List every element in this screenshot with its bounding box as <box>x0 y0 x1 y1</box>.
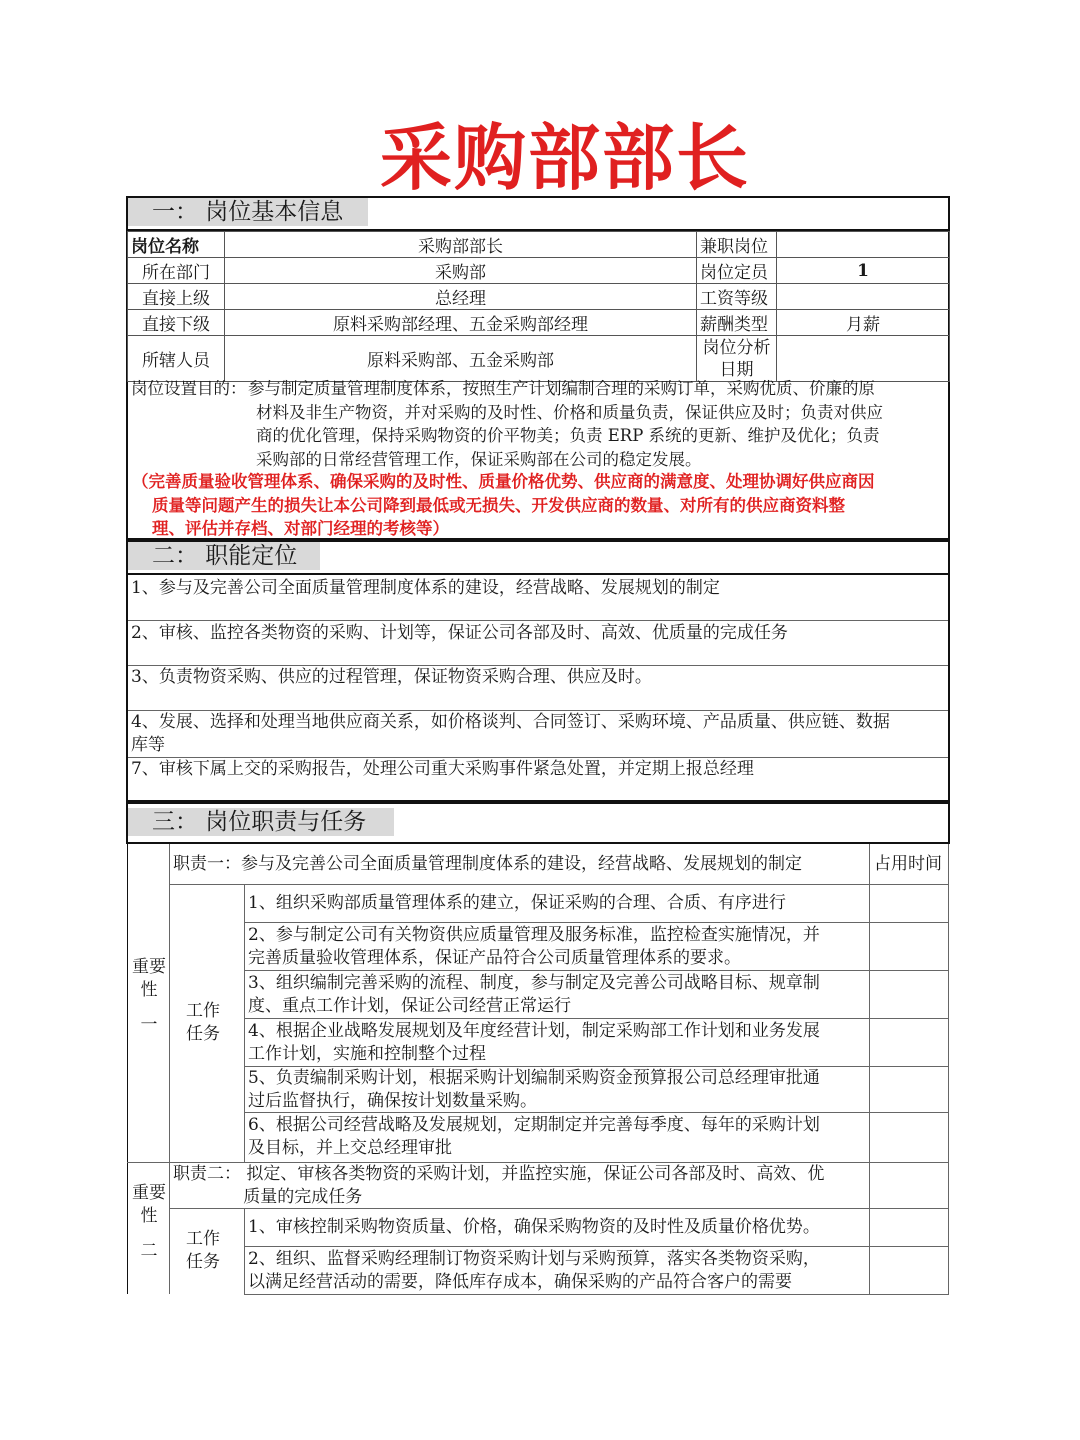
label-analysis-date: 岗位分析 日期 <box>697 336 777 382</box>
duty2-task-1: 1、审核控制采购物资质量、价格，确保采购物资的及时性及质量价格优势。 <box>248 1217 820 1237</box>
function-item-1: 1、参与及完善公司全面质量管理制度体系的建设，经营战略、发展规划的制定 <box>131 578 720 598</box>
work-task-label-1: 工作 任务 <box>186 1001 220 1044</box>
value-staff: 原料采购部、五金采购部 <box>225 336 697 382</box>
label-superior: 直接上级 <box>128 284 225 310</box>
value-headcount: 1 <box>777 258 950 284</box>
purpose-label: 岗位设置目的： <box>131 379 247 398</box>
duty2-title: 职责二： 拟定、审核各类物资的采购计划，并监控实施，保证公司各部及时、高效、优 质量的完成任务 <box>173 1164 825 1207</box>
duty1-task-4: 4、根据企业战略发展规划及年度经营计划，制定采购部工作计划和业务发展 工作计划，实施和控制整个过程 <box>248 1021 820 1064</box>
value-salary-grade <box>777 284 950 310</box>
duty2-task-2: 2、组织、监督采购经理制订物资采购计划与采购预算，落实各类物资采购， 以满足经营活动的需要，降低库存成本，确保采购的产品符合客户的需要 <box>248 1249 820 1292</box>
duty1-task-5: 5、负责编制采购计划，根据采购计划编制采购资金预算报公司总经理审批通 过后监督执行，确保按计划数量采购。 <box>248 1068 820 1111</box>
importance-1: 重要 性 一 <box>132 957 166 1035</box>
section3-heading: 三： 岗位职责与任务 <box>128 808 394 836</box>
duty1-task-1: 1、组织采购部质量管理体系的建立，保证采购的合理、合质、有序进行 <box>248 893 786 913</box>
time-column-header: 占用时间 <box>874 854 942 874</box>
function-item-4: 4、发展、选择和处理当地供应商关系，如价格谈判、合同签订、采购环境、产品质量、供应链、数据 库等 <box>131 712 890 755</box>
label-department: 所在部门 <box>128 258 225 284</box>
label-pay-type: 薪酬类型 <box>697 310 777 336</box>
label-position-name: 岗位名称 <box>128 232 225 258</box>
purpose-note: （完善质量验收管理体系、确保采购的及时性、质量价格优势、供应商的满意度、处理协调好供应商因 质量等问题产生的损失让本公司降到最低或无损失、开发供应商的数量、对所有的供应商资料整 理、评估并存档、对部门经理的考核等） <box>132 472 875 538</box>
duty1-task-6: 6、根据公司经营战略及发展规划，定期制定并完善每季度、每年的采购计划 及目标，并上交总经理审批 <box>248 1115 820 1158</box>
label-headcount: 岗位定员 <box>697 258 777 284</box>
value-department: 采购部 <box>225 258 697 284</box>
section2-heading: 二： 职能定位 <box>128 542 320 570</box>
purpose-text: 参与制定质量管理制度体系，按照生产计划编制合理的采购订单，采购优质、价廉的原 材料及非生产物资，并对采购的及时性、价格和质量负责，保证供应及时；负责对供应 商的优化管理，保持采购物资的价平物美；负责 ERP 系统的更新、维护及优化；负责 采购部的日常经营管理工作，保证采购部在公司的稳定发展。 <box>248 379 883 469</box>
value-pay-type: 月薪 <box>777 310 950 336</box>
value-subordinate: 原料采购部经理、五金采购部经理 <box>225 310 697 336</box>
basic-info-table <box>127 231 950 382</box>
function-item-7: 7、审核下属上交的采购报告，处理公司重大采购事件紧急处置，并定期上报总经理 <box>131 759 754 779</box>
duty1-task-2: 2、参与制定公司有关物资供应质量管理及服务标准，监控检查实施情况，并 完善质量验收管理体系，保证产品符合公司质量管理体系的要求。 <box>248 925 820 968</box>
label-subordinate: 直接下级 <box>128 310 225 336</box>
value-position-name: 采购部部长 <box>225 232 697 258</box>
function-item-3: 3、负责物资采购、供应的过程管理，保证物资采购合理、供应及时。 <box>131 667 652 687</box>
importance-2: 重要 性 二 <box>132 1183 166 1261</box>
value-analysis-date <box>777 336 950 382</box>
value-concurrent-post <box>777 232 950 258</box>
section1-heading: 一： 岗位基本信息 <box>128 198 368 226</box>
value-superior: 总经理 <box>225 284 697 310</box>
function-item-2: 2、审核、监控各类物资的采购、计划等，保证公司各部及时、高效、优质量的完成任务 <box>131 623 788 643</box>
label-concurrent-post: 兼职岗位 <box>697 232 777 258</box>
work-task-label-2: 工作 任务 <box>186 1229 220 1272</box>
duty1-task-3: 3、组织编制完善采购的流程、制度，参与制定及完善公司战略目标、规章制 度、重点工作计划，保证公司经营正常运行 <box>248 973 820 1016</box>
duty1-title: 职责一：参与及完善公司全面质量管理制度体系的建设，经营战略、发展规划的制定 <box>173 854 802 874</box>
label-staff: 所辖人员 <box>128 336 225 382</box>
label-salary-grade: 工资等级 <box>697 284 777 310</box>
page-title: 采购部部长 <box>379 115 750 200</box>
